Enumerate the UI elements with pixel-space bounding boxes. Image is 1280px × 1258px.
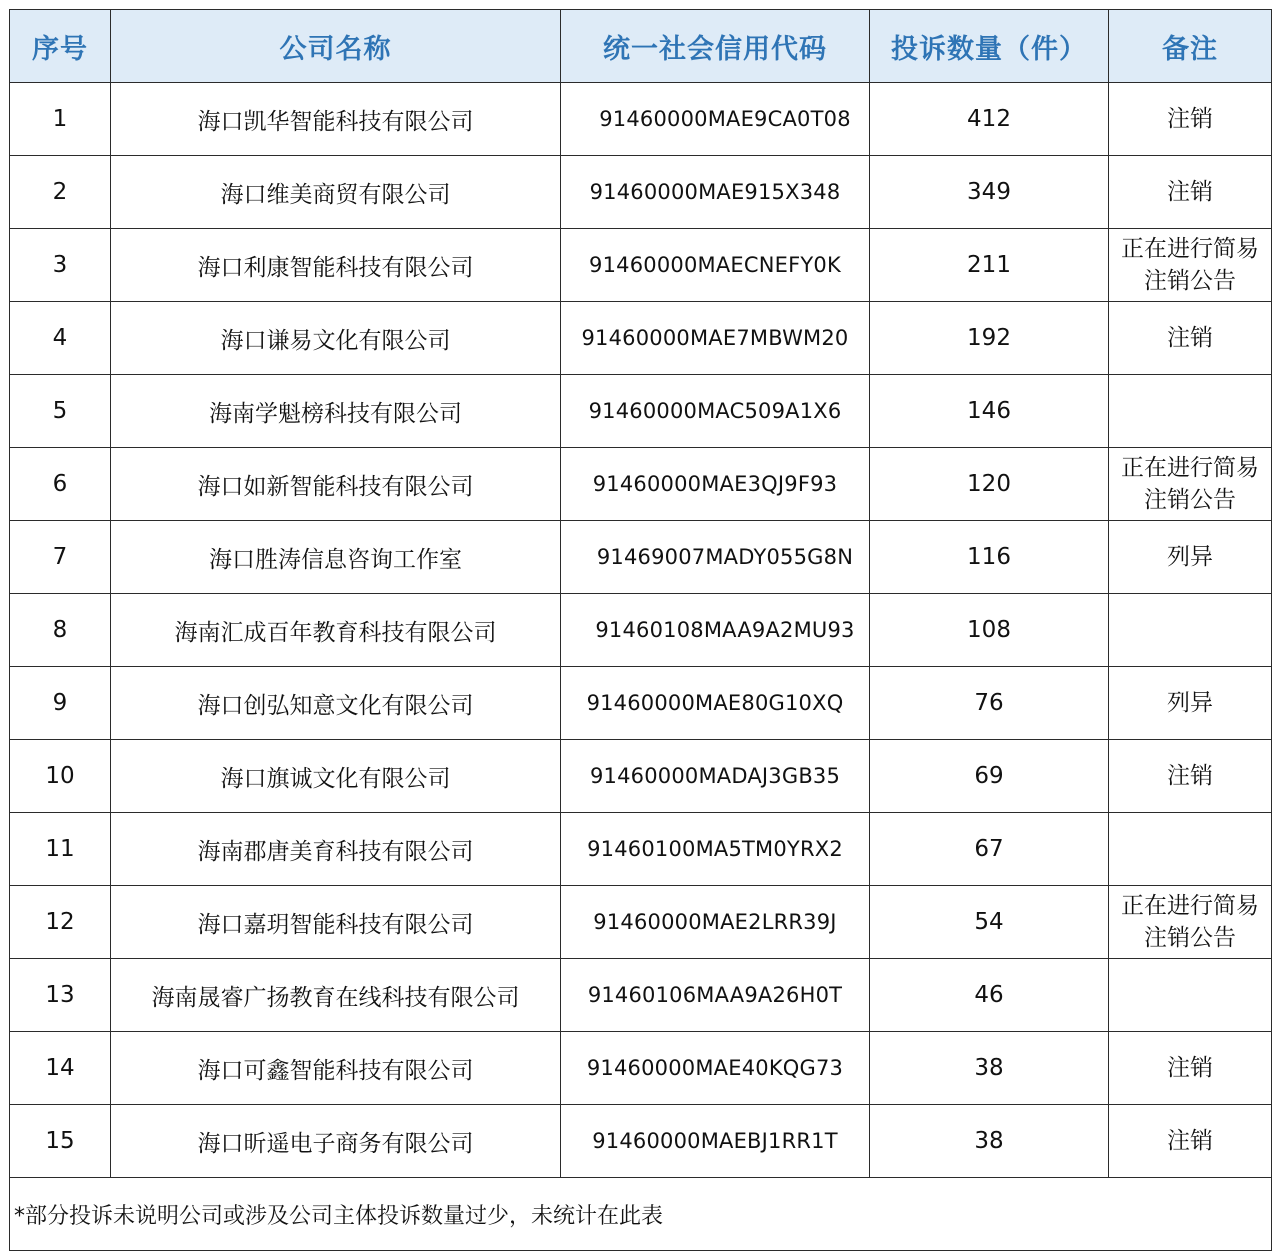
complaints-table bbox=[9, 9, 1272, 1251]
row-remark bbox=[1109, 156, 1272, 229]
row-complaints: 116 bbox=[870, 521, 1109, 594]
row-index: 3 bbox=[10, 229, 111, 302]
row-remark bbox=[1109, 813, 1272, 886]
row-complaints: 67 bbox=[870, 813, 1109, 886]
table-row bbox=[10, 521, 1272, 594]
row-remark-text: 注销 bbox=[1167, 763, 1213, 789]
row-index: 7 bbox=[10, 521, 111, 594]
row-code-text: 91460000MAE80G10XQ bbox=[586, 691, 844, 715]
row-index: 9 bbox=[10, 667, 111, 740]
row-remark bbox=[1109, 83, 1272, 156]
row-code bbox=[561, 83, 870, 156]
row-code bbox=[561, 448, 870, 521]
header-code: 统一社会信用代码 bbox=[561, 10, 870, 83]
header-complaints: 投诉数量（件） bbox=[870, 10, 1109, 83]
row-code-text: 91460108MAA9A2MU93 bbox=[595, 618, 855, 642]
row-complaints: 192 bbox=[870, 302, 1109, 375]
table-row bbox=[10, 594, 1272, 667]
row-code-text: 91469007MADY055G8N bbox=[596, 545, 854, 569]
row-remark bbox=[1109, 886, 1272, 959]
table-row bbox=[10, 83, 1272, 156]
table-row bbox=[10, 1032, 1272, 1105]
row-remark bbox=[1109, 740, 1272, 813]
row-remark-text: 注销 bbox=[1167, 106, 1213, 132]
row-remark bbox=[1109, 448, 1272, 521]
row-remark bbox=[1109, 959, 1272, 1032]
row-code bbox=[561, 156, 870, 229]
row-code-text: 91460100MA5TM0YRX2 bbox=[587, 837, 843, 861]
row-company: 海南汇成百年教育科技有限公司 bbox=[111, 594, 561, 667]
row-code bbox=[561, 740, 870, 813]
row-complaints: 38 bbox=[870, 1032, 1109, 1105]
row-code-text: 91460000MAC509A1X6 bbox=[588, 399, 842, 423]
row-code-text: 91460000MAECNEFY0K bbox=[589, 253, 841, 277]
row-code-text: 91460000MADAJ3GB35 bbox=[589, 764, 841, 788]
row-code bbox=[561, 886, 870, 959]
row-code bbox=[561, 594, 870, 667]
row-complaints: 38 bbox=[870, 1105, 1109, 1178]
row-code bbox=[561, 813, 870, 886]
row-complaints: 46 bbox=[870, 959, 1109, 1032]
row-index: 2 bbox=[10, 156, 111, 229]
row-code bbox=[561, 959, 870, 1032]
table-row bbox=[10, 1105, 1272, 1178]
row-remark bbox=[1109, 667, 1272, 740]
row-complaints: 349 bbox=[870, 156, 1109, 229]
table-row bbox=[10, 448, 1272, 521]
table-row bbox=[10, 959, 1272, 1032]
table-row bbox=[10, 156, 1272, 229]
table-row bbox=[10, 667, 1272, 740]
row-index: 15 bbox=[10, 1105, 111, 1178]
row-index: 11 bbox=[10, 813, 111, 886]
row-complaints: 108 bbox=[870, 594, 1109, 667]
row-company: 海口旗诚文化有限公司 bbox=[111, 740, 561, 813]
row-code-text: 91460000MAE915X348 bbox=[589, 180, 841, 204]
row-company: 海口凯华智能科技有限公司 bbox=[111, 83, 561, 156]
row-company: 海口维美商贸有限公司 bbox=[111, 156, 561, 229]
row-code-text: 91460106MAA9A26H0T bbox=[587, 983, 843, 1007]
row-remark-text: 注销 bbox=[1167, 1128, 1213, 1154]
row-index: 10 bbox=[10, 740, 111, 813]
table-row bbox=[10, 302, 1272, 375]
row-code-text: 91460000MAE2LRR39J bbox=[593, 910, 837, 934]
footnote: *部分投诉未说明公司或涉及公司主体投诉数量过少，未统计在此表 bbox=[10, 1178, 1272, 1251]
row-complaints: 54 bbox=[870, 886, 1109, 959]
row-code-text: 91460000MAE3QJ9F93 bbox=[592, 472, 838, 496]
row-code-text: 91460000MAE40KQG73 bbox=[586, 1056, 844, 1080]
row-company: 海口利康智能科技有限公司 bbox=[111, 229, 561, 302]
row-remark-text: 列异 bbox=[1167, 690, 1213, 716]
row-company: 海南晟睿广扬教育在线科技有限公司 bbox=[111, 959, 561, 1032]
row-remark bbox=[1109, 521, 1272, 594]
row-company: 海南学魁榜科技有限公司 bbox=[111, 375, 561, 448]
table-row bbox=[10, 375, 1272, 448]
row-code bbox=[561, 375, 870, 448]
row-company: 海口昕遥电子商务有限公司 bbox=[111, 1105, 561, 1178]
row-remark bbox=[1109, 1105, 1272, 1178]
row-company: 海口可鑫智能科技有限公司 bbox=[111, 1032, 561, 1105]
table-row bbox=[10, 740, 1272, 813]
row-remark-text: 注销 bbox=[1167, 325, 1213, 351]
row-company: 海口谦易文化有限公司 bbox=[111, 302, 561, 375]
row-company: 海口创弘知意文化有限公司 bbox=[111, 667, 561, 740]
row-remark-text: 正在进行简易注销公告 bbox=[1121, 236, 1259, 294]
row-complaints: 146 bbox=[870, 375, 1109, 448]
row-complaints: 120 bbox=[870, 448, 1109, 521]
row-complaints: 211 bbox=[870, 229, 1109, 302]
row-index: 6 bbox=[10, 448, 111, 521]
row-company: 海口胜涛信息咨询工作室 bbox=[111, 521, 561, 594]
row-code bbox=[561, 1032, 870, 1105]
row-index: 1 bbox=[10, 83, 111, 156]
header-index: 序号 bbox=[10, 10, 111, 83]
table-row bbox=[10, 886, 1272, 959]
row-index: 14 bbox=[10, 1032, 111, 1105]
footnote-row bbox=[10, 1178, 1272, 1251]
row-code-text: 91460000MAE9CA0T08 bbox=[599, 107, 851, 131]
row-remark-text: 正在进行简易注销公告 bbox=[1121, 893, 1259, 951]
row-code bbox=[561, 667, 870, 740]
row-remark bbox=[1109, 229, 1272, 302]
row-index: 12 bbox=[10, 886, 111, 959]
header-remarks: 备注 bbox=[1109, 10, 1272, 83]
header-row bbox=[10, 10, 1272, 83]
row-remark-text: 列异 bbox=[1167, 544, 1213, 570]
row-code bbox=[561, 1105, 870, 1178]
complaints-table-container bbox=[9, 9, 1271, 1251]
row-company: 海口嘉玥智能科技有限公司 bbox=[111, 886, 561, 959]
row-remark-text: 注销 bbox=[1167, 179, 1213, 205]
row-index: 8 bbox=[10, 594, 111, 667]
row-code-text: 91460000MAEBJ1RR1T bbox=[592, 1129, 838, 1153]
row-index: 4 bbox=[10, 302, 111, 375]
row-code bbox=[561, 229, 870, 302]
row-complaints: 76 bbox=[870, 667, 1109, 740]
row-remark-text: 正在进行简易注销公告 bbox=[1121, 455, 1259, 513]
row-remark bbox=[1109, 594, 1272, 667]
table-row bbox=[10, 229, 1272, 302]
row-index: 5 bbox=[10, 375, 111, 448]
row-complaints: 69 bbox=[870, 740, 1109, 813]
row-index: 13 bbox=[10, 959, 111, 1032]
row-code-text: 91460000MAE7MBWM20 bbox=[581, 326, 849, 350]
row-remark bbox=[1109, 375, 1272, 448]
table-row bbox=[10, 813, 1272, 886]
row-remark-text: 注销 bbox=[1167, 1055, 1213, 1081]
row-code bbox=[561, 521, 870, 594]
row-company: 海口如新智能科技有限公司 bbox=[111, 448, 561, 521]
row-code bbox=[561, 302, 870, 375]
row-remark bbox=[1109, 1032, 1272, 1105]
row-complaints: 412 bbox=[870, 83, 1109, 156]
header-company: 公司名称 bbox=[111, 10, 561, 83]
row-remark bbox=[1109, 302, 1272, 375]
row-company: 海南郡唐美育科技有限公司 bbox=[111, 813, 561, 886]
